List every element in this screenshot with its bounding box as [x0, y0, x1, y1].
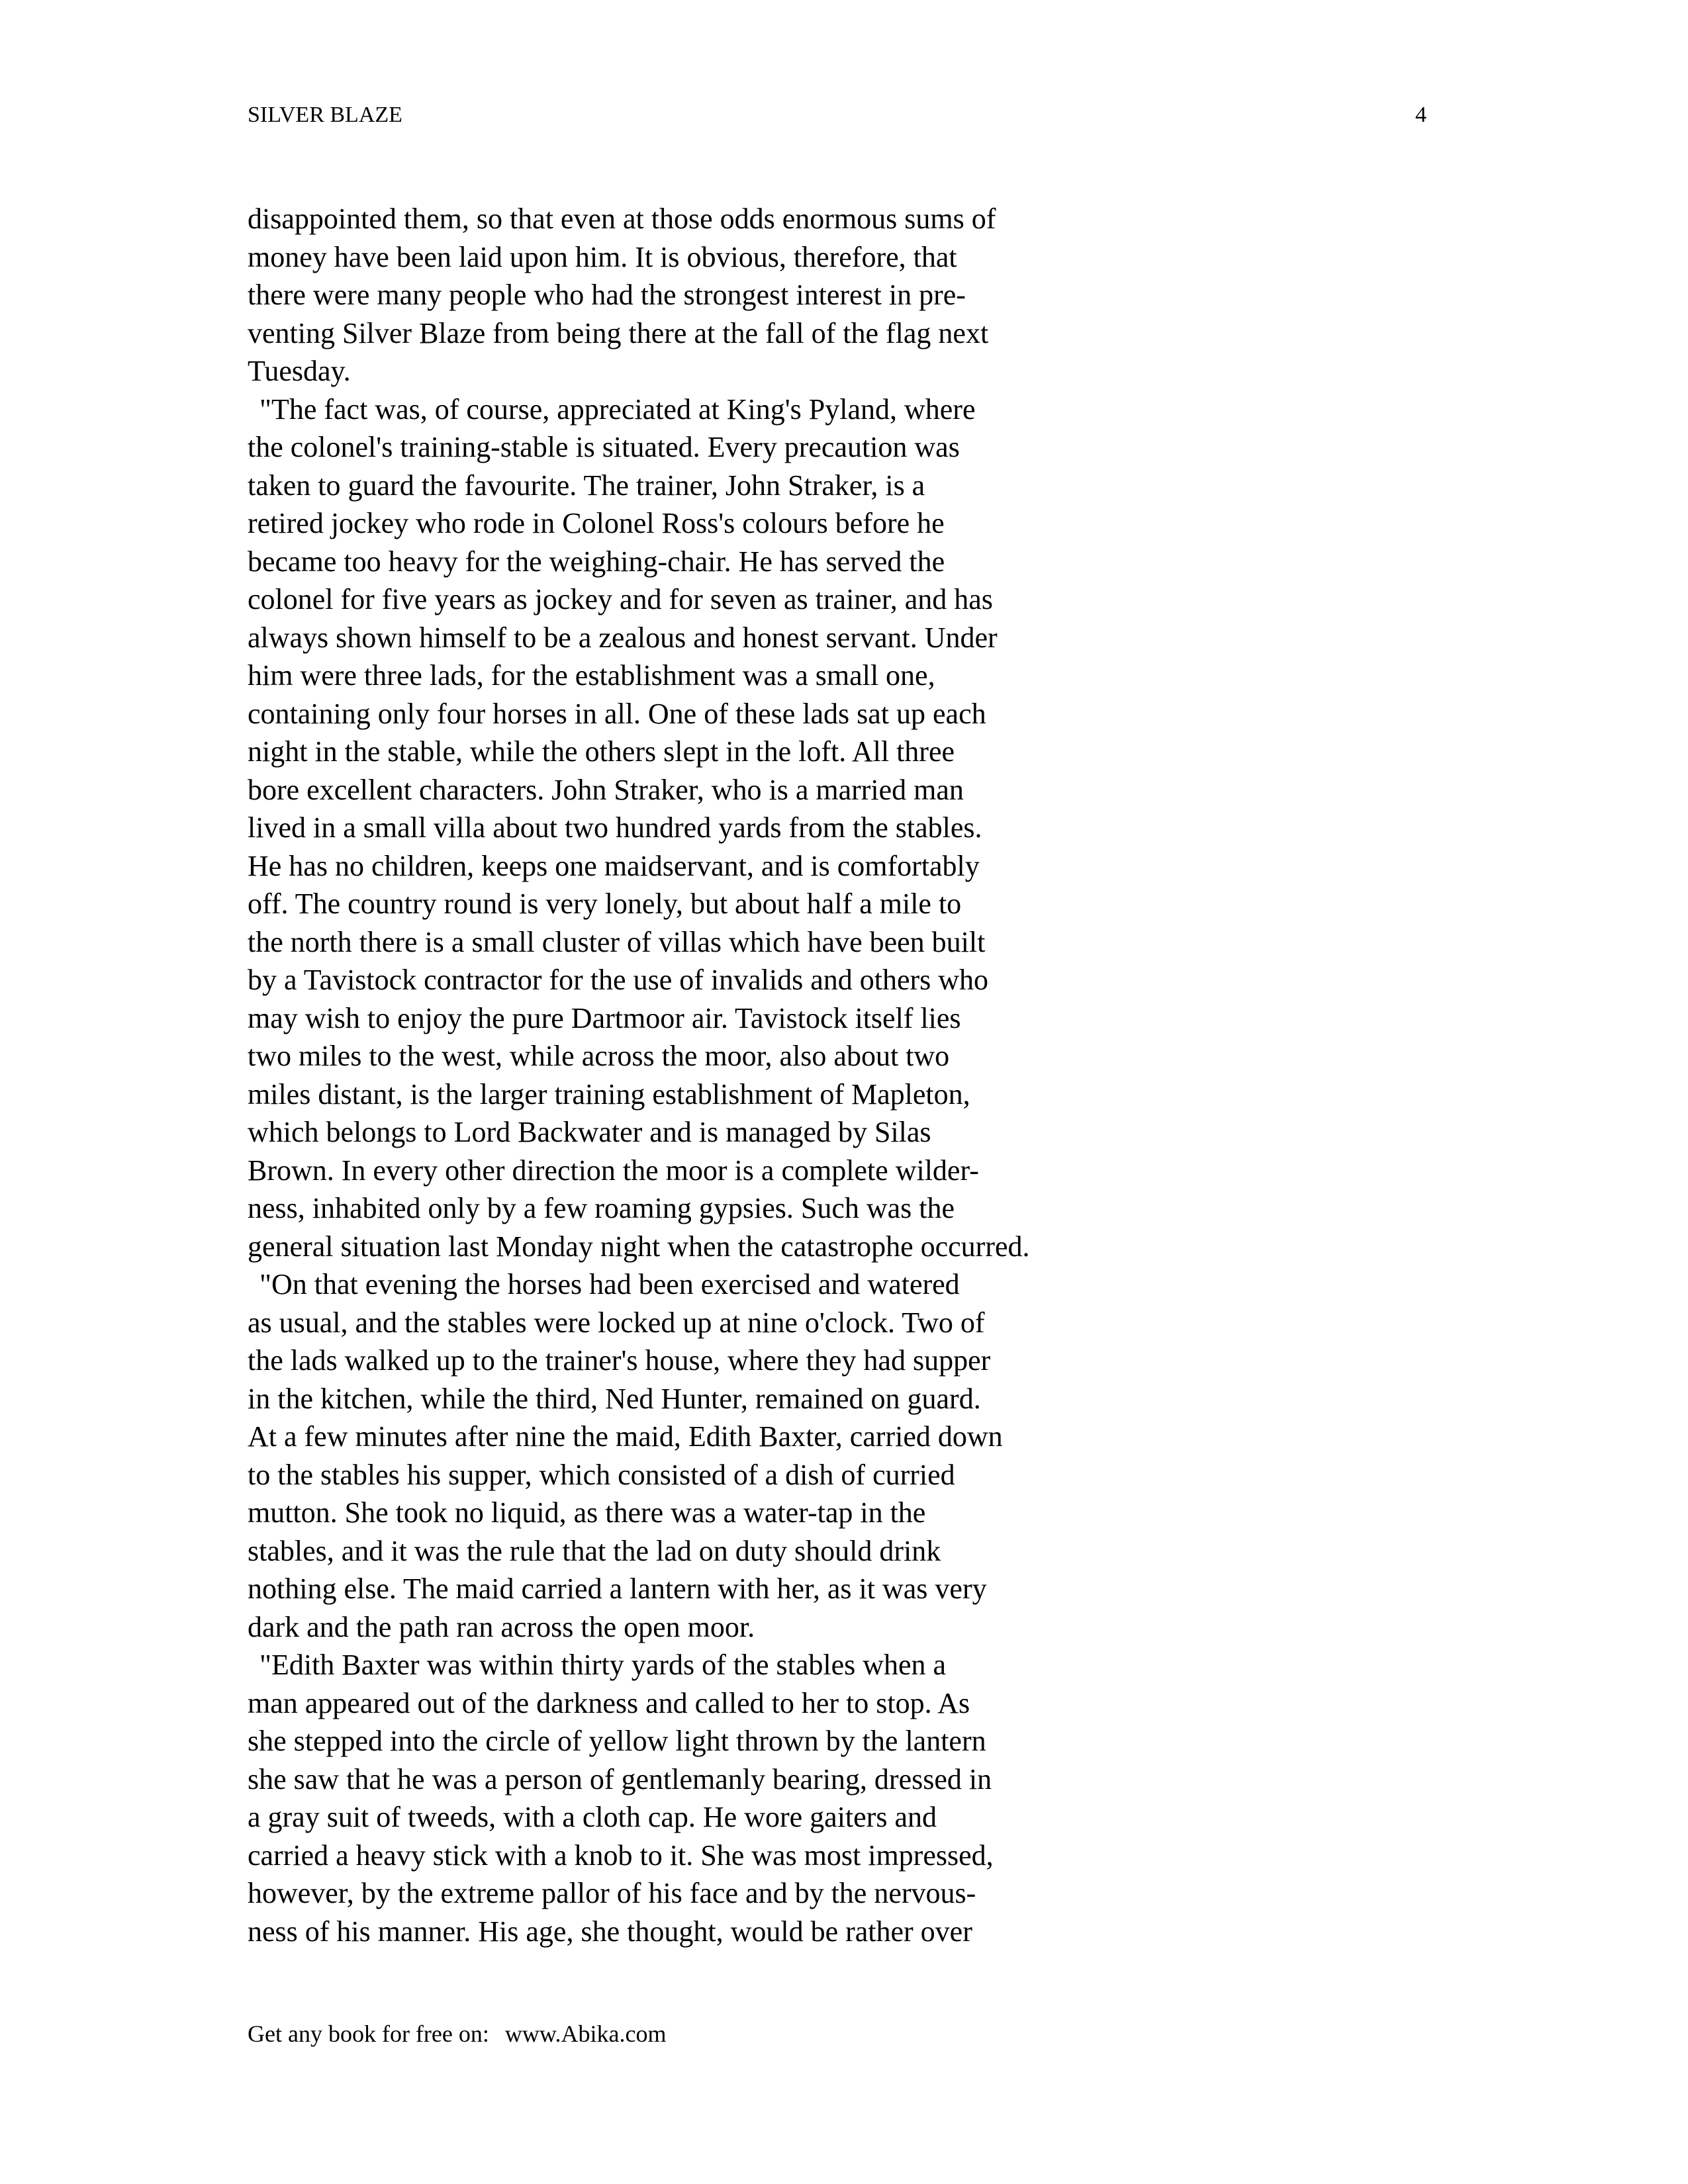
text-line: carried a heavy stick with a knob to it. She was most impressed,: [248, 1839, 994, 1872]
text-line: "The fact was, of course, appreciated at King's Pyland, where: [259, 392, 976, 426]
text-line: dark and the path ran across the open moor.: [248, 1610, 755, 1643]
text-line: him were three lads, for the establishment was a small one,: [248, 659, 935, 692]
text-line: she stepped into the circle of yellow light thrown by the lantern: [248, 1725, 986, 1757]
text-line: to the stables his supper, which consisted of a dish of curried: [248, 1458, 955, 1491]
text-line: general situation last Monday night when the catastrophe occurred.: [248, 1230, 1030, 1263]
text-line: stables, and it was the rule that the lad on duty should drink: [248, 1534, 941, 1567]
text-line: as usual, and the stables were locked up at nine o'clock. Two of: [248, 1306, 985, 1339]
page-footer: [248, 2019, 667, 2049]
text-line: At a few minutes after nine the maid, Edith Baxter, carried down: [248, 1420, 1003, 1453]
text-line: two miles to the west, while across the moor, also about two: [248, 1040, 950, 1072]
text-line: ness, inhabited only by a few roaming gypsies. Such was the: [248, 1192, 955, 1224]
body-text: [248, 200, 1108, 1950]
text-line: the colonel's training-stable is situated. Every precaution was: [248, 431, 960, 463]
text-line: which belongs to Lord Backwater and is managed by Silas: [248, 1116, 931, 1148]
text-line: money have been laid upon him. It is obvious, therefore, that: [248, 240, 957, 273]
text-line: "Edith Baxter was within thirty yards of the stables when a: [259, 1649, 947, 1681]
text-line: disappointed them, so that even at those odds enormous sums of: [248, 203, 996, 235]
text-line: taken to guard the favourite. The trainer, John Straker, is a: [248, 469, 925, 502]
text-line: man appeared out of the darkness and called to her to stop. As: [248, 1686, 970, 1719]
text-line: a gray suit of tweeds, with a cloth cap. He wore gaiters and: [248, 1801, 937, 1833]
text-line: always shown himself to be a zealous and honest servant. Under: [248, 621, 998, 654]
text-line: colonel for five years as jockey and for seven as trainer, and has: [248, 583, 993, 615]
text-line: ness of his manner. His age, she thought, would be rather over: [248, 1915, 972, 1948]
text-line: miles distant, is the larger training establishment of Mapleton,: [248, 1077, 970, 1111]
text-line: night in the stable, while the others slept in the loft. All three: [248, 735, 955, 768]
text-line: He has no children, keeps one maidservant, and is comfortably: [248, 849, 980, 882]
text-line: lived in a small villa about two hundred yards from the stables.: [248, 811, 982, 844]
text-line: nothing else. The maid carried a lantern with her, as it was very: [248, 1572, 987, 1605]
text-line: bore excellent characters. John Straker, who is a married man: [248, 773, 964, 806]
text-line: may wish to enjoy the pure Dartmoor air. Tavistock itself lies: [248, 1001, 961, 1034]
text-line: venting Silver Blaze from being there at the fall of the flag next: [248, 316, 989, 349]
text-line: however, by the extreme pallor of his face and by the nervous-: [248, 1877, 976, 1909]
text-line: mutton. She took no liquid, as there was a water-tap in the: [248, 1496, 926, 1529]
text-line: containing only four horses in all. One of these lads sat up each: [248, 697, 986, 730]
text-line: became too heavy for the weighing-chair. He has served the: [248, 545, 945, 578]
text-line: there were many people who had the strongest interest in pre-: [248, 279, 966, 311]
text-line: retired jockey who rode in Colonel Ross's colours before he: [248, 507, 945, 539]
text-line: off. The country round is very lonely, but about half a mile to: [248, 887, 962, 920]
text-line: the lads walked up to the trainer's house, where they had supper: [248, 1344, 991, 1377]
text-line: "On that evening the horses had been exercised and watered: [259, 1268, 960, 1300]
text-line: she saw that he was a person of gentlemanly bearing, dressed in: [248, 1762, 992, 1796]
page-number: 4: [1415, 103, 1427, 127]
running-title: SILVER BLAZE: [248, 103, 402, 127]
text-line: by a Tavistock contractor for the use of invalids and others who: [248, 964, 989, 996]
text-line: Tuesday.: [248, 355, 351, 387]
text-line: the north there is a small cluster of villas which have been built: [248, 925, 986, 958]
footer-text: Get any book for free on:: [248, 2021, 489, 2047]
text-line: Brown. In every other direction the moor is a complete wilder-: [248, 1154, 979, 1187]
text-line: in the kitchen, while the third, Ned Hunter, remained on guard.: [248, 1382, 981, 1415]
footer-url: www.Abika.com: [504, 2021, 667, 2047]
